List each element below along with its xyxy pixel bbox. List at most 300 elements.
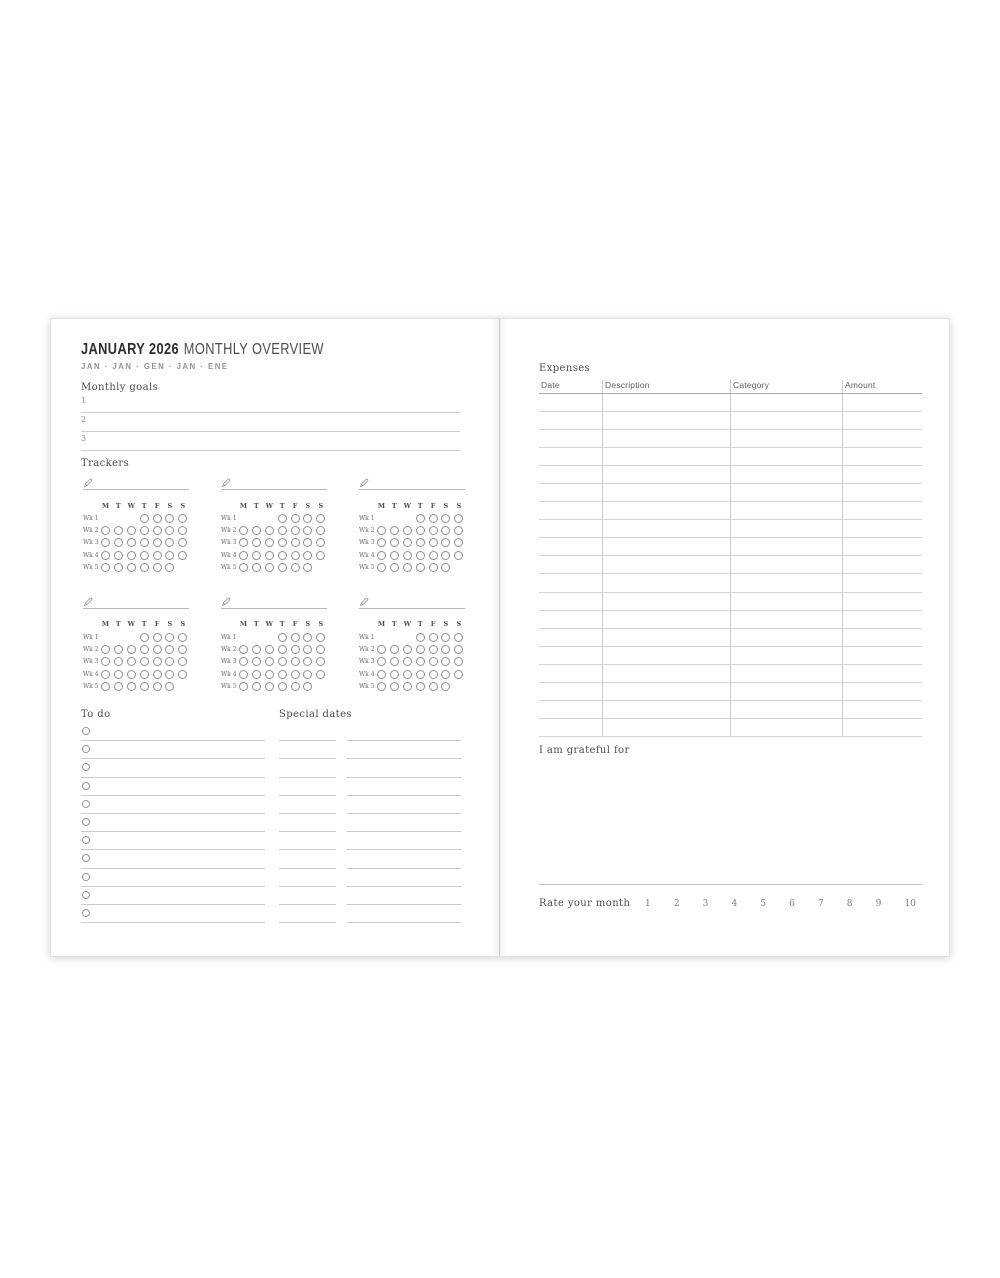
tracker-day-circle: [153, 657, 162, 666]
tracker-day-circle: [416, 538, 425, 547]
tracker-day-circle: [278, 670, 287, 679]
expenses-cell: [602, 665, 730, 682]
spine-shadow-left: [491, 319, 499, 956]
expenses-cell: [602, 701, 730, 718]
spine-shadow-right: [500, 319, 508, 956]
special-date-row: [279, 832, 461, 850]
tracker-day-circle: [316, 514, 325, 523]
tracker-day-circle: [114, 563, 123, 572]
todo-section: [81, 709, 265, 923]
tracker-day-circle: [278, 657, 287, 666]
expenses-cell: [602, 611, 730, 628]
tracker-day-letter: F: [154, 501, 160, 510]
tracker-week-row: [221, 631, 327, 643]
tracker-day-circle: [416, 526, 425, 535]
expenses-cell: [539, 520, 602, 537]
tracker-day-circle: [429, 526, 438, 535]
expenses-row: [539, 665, 922, 683]
tracker-day-letter: M: [239, 620, 248, 629]
tracker-day-circle: [441, 645, 450, 654]
tracker-day-circle: [377, 551, 386, 560]
expenses-cell: [602, 502, 730, 519]
tracker-week-row: [221, 643, 327, 655]
tracker-week-row: [359, 549, 465, 561]
todo-checkbox-circle: [82, 763, 90, 771]
tracker-day-blank: [403, 633, 412, 642]
tracker-day-circle: [390, 645, 399, 654]
tracker-day-circle: [316, 645, 325, 654]
tracker-day-letter: W: [127, 620, 135, 629]
tracker-day-letter: T: [417, 501, 423, 510]
tracker-day-circle: [265, 657, 274, 666]
todo-checkbox-circle: [82, 836, 90, 844]
tracker-week-row: [221, 537, 327, 549]
tracker-day-circle: [377, 645, 386, 654]
tracker-week-label: Wk 4: [83, 670, 99, 678]
rate-number: 4: [731, 899, 738, 909]
tracker-day-circle: [127, 526, 136, 535]
tracker-day-circle: [403, 657, 412, 666]
tracker-day-letter: S: [305, 620, 311, 629]
todo-row: [81, 741, 265, 759]
todo-checkbox-circle: [82, 745, 90, 753]
expenses-cell: [842, 629, 922, 646]
tracker-week-grid: [359, 618, 465, 693]
tracker-day-letter: T: [417, 620, 423, 629]
expenses-row: [539, 574, 922, 592]
tracker-day-circle: [165, 670, 174, 679]
expenses-row: [539, 719, 922, 737]
tracker-day-circle: [114, 526, 123, 535]
tracker-day-circle: [101, 670, 110, 679]
tracker-day-circle: [153, 633, 162, 642]
tracker-day-letter: M: [377, 501, 386, 510]
tracker-week-label: Wk 1: [359, 514, 375, 522]
tracker-day-circle: [454, 514, 463, 523]
tracker-day-blank: [316, 563, 325, 572]
special-date-date-line: [279, 723, 336, 741]
expenses-cell: [539, 593, 602, 610]
tracker-day-circle: [114, 670, 123, 679]
tracker-week-label: Wk 3: [359, 658, 375, 666]
expenses-row: [539, 611, 922, 629]
tracker-week-grid: [221, 499, 327, 574]
expenses-cell: [602, 574, 730, 591]
tracker-day-blank: [239, 514, 248, 523]
tracker-day-blank: [252, 514, 261, 523]
tracker-week-row: [83, 512, 189, 524]
tracker-day-blank: [454, 563, 463, 572]
tracker-week-label: Wk 1: [359, 633, 375, 641]
expenses-cell: [842, 593, 922, 610]
tracker-day-circle: [278, 682, 287, 691]
tracker-day-circle: [291, 563, 300, 572]
expenses-cell: [539, 394, 602, 411]
expenses-cell: [730, 593, 842, 610]
tracker-day-circle: [114, 657, 123, 666]
tracker-day-circle: [178, 657, 187, 666]
expenses-cell: [602, 412, 730, 429]
expenses-rows: [539, 394, 922, 737]
tracker-day-blank: [403, 514, 412, 523]
expenses-cell: [730, 412, 842, 429]
todo-checkbox-circle: [82, 800, 90, 808]
expenses-cell: [602, 647, 730, 664]
tracker-day-blank: [390, 633, 399, 642]
tracker-day-circle: [429, 551, 438, 560]
tracker-day-letter: T: [141, 501, 147, 510]
tracker-day-circle: [140, 670, 149, 679]
special-date-date-line: [279, 741, 336, 759]
tracker-day-circle: [178, 670, 187, 679]
tracker-day-blank: [114, 633, 123, 642]
tracker-week-row: [83, 643, 189, 655]
tracker-week-row: [221, 512, 327, 524]
tracker-day-circle: [127, 563, 136, 572]
tracker-day-circle: [454, 645, 463, 654]
tracker-day-circle: [101, 682, 110, 691]
trackers-label: Trackers: [81, 458, 130, 469]
special-date-date-line: [279, 759, 336, 777]
tracker-day-letter: S: [318, 620, 324, 629]
special-date-date-line: [279, 778, 336, 796]
tracker-week-label: Wk 3: [359, 539, 375, 547]
pencil-icon: [221, 597, 231, 607]
tracker-day-letter: W: [127, 501, 135, 510]
tracker-day-letter: S: [180, 620, 186, 629]
tracker-day-circle: [390, 526, 399, 535]
tracker-day-blank: [178, 563, 187, 572]
tracker-week-row: [83, 668, 189, 680]
expenses-cell: [602, 394, 730, 411]
tracker-day-circle: [178, 633, 187, 642]
todo-checkbox-circle: [82, 782, 90, 790]
tracker-day-circle: [429, 670, 438, 679]
tracker-day-blank: [265, 514, 274, 523]
tracker-day-circle: [153, 563, 162, 572]
tracker-day-circle: [278, 538, 287, 547]
expenses-cell: [539, 611, 602, 628]
special-date-desc-line: [347, 741, 461, 759]
tracker-week-label: Wk 2: [359, 527, 375, 535]
expenses-cell: [539, 574, 602, 591]
rate-number: 6: [789, 899, 795, 909]
tracker-day-circle: [416, 633, 425, 642]
expenses-row: [539, 466, 922, 484]
tracker-day-letter: W: [403, 501, 411, 510]
grateful-label: I am grateful for: [539, 745, 630, 756]
tracker-day-circle: [265, 682, 274, 691]
rate-number: 7: [817, 899, 824, 909]
tracker-day-letter: S: [456, 501, 462, 510]
tracker-day-circle: [441, 538, 450, 547]
tracker-day-circle: [239, 538, 248, 547]
tracker-day-circle: [303, 538, 312, 547]
tracker-day-blank: [265, 633, 274, 642]
tracker-day-letter: S: [443, 620, 449, 629]
expenses-cell: [539, 484, 602, 501]
expenses-cell: [730, 574, 842, 591]
tracker-week-label: Wk 2: [83, 646, 99, 654]
pencil-icon: [83, 597, 93, 607]
tracker-day-circle: [127, 657, 136, 666]
special-date-row: [279, 759, 461, 777]
rate-number: 9: [875, 899, 882, 909]
todo-row: [81, 759, 265, 777]
special-date-row: [279, 723, 461, 741]
expenses-row: [539, 430, 922, 448]
trackers-grid: [83, 476, 465, 693]
tracker-day-circle: [416, 682, 425, 691]
special-dates-label: Special dates: [279, 709, 352, 720]
tracker-day-circle: [140, 657, 149, 666]
expenses-cell: [539, 538, 602, 555]
tracker-day-circle: [252, 682, 261, 691]
tracker-day-circle: [140, 551, 149, 560]
tracker-day-circle: [316, 551, 325, 560]
tracker-day-circle: [316, 670, 325, 679]
tracker-day-circle: [178, 538, 187, 547]
tracker-day-circle: [153, 645, 162, 654]
special-date-date-line: [279, 832, 336, 850]
goal-row: [81, 432, 460, 451]
expenses-row: [539, 448, 922, 466]
tracker-day-circle: [140, 538, 149, 547]
tracker-day-circle: [416, 514, 425, 523]
tracker-week-label: Wk 5: [83, 564, 99, 572]
tracker-week-row: [83, 681, 189, 693]
tracker-day-circle: [165, 563, 174, 572]
expenses-row: [539, 629, 922, 647]
tracker-day-circle: [429, 682, 438, 691]
expenses-cell: [730, 538, 842, 555]
special-date-desc-line: [347, 887, 461, 905]
tracker-day-circle: [178, 514, 187, 523]
tracker-week-row: [83, 631, 189, 643]
tracker-day-circle: [403, 551, 412, 560]
tracker-week-row: [221, 562, 327, 574]
expenses-cell: [602, 430, 730, 447]
expenses-row: [539, 683, 922, 701]
tracker-day-blank: [114, 514, 123, 523]
special-date-row: [279, 905, 461, 923]
expenses-label: Expenses: [539, 363, 591, 374]
expenses-cell: [539, 701, 602, 718]
tracker-day-circle: [239, 563, 248, 572]
tracker-day-circle: [114, 551, 123, 560]
goal-row: [81, 394, 460, 413]
tracker-day-circle: [165, 633, 174, 642]
tracker-week-row: [359, 562, 465, 574]
rate-number: 10: [904, 899, 916, 909]
tracker-day-circle: [153, 551, 162, 560]
tracker-week-row: [221, 668, 327, 680]
tracker-day-circle: [252, 670, 261, 679]
tracker-day-letter: T: [391, 620, 397, 629]
monthly-goals-rows: [81, 394, 460, 451]
tracker-day-circle: [316, 633, 325, 642]
expenses-cell: [602, 538, 730, 555]
tracker-day-circle: [441, 563, 450, 572]
tracker-day-circle: [114, 645, 123, 654]
special-date-date-line: [279, 814, 336, 832]
tracker-day-circle: [278, 645, 287, 654]
tracker-day-circle: [303, 657, 312, 666]
tracker-day-circle: [265, 526, 274, 535]
tracker-week-label: Wk 3: [83, 539, 99, 547]
tracker-week-label: Wk 2: [359, 646, 375, 654]
tracker-week-label: Wk 3: [221, 539, 237, 547]
special-dates-section: [279, 709, 461, 923]
tracker-week-row: [359, 643, 465, 655]
tracker-day-circle: [127, 551, 136, 560]
tracker-day-circle: [377, 563, 386, 572]
tracker-day-blank: [316, 682, 325, 691]
expenses-cell: [730, 394, 842, 411]
tracker-day-header: [83, 618, 189, 631]
tracker-day-letter: T: [141, 620, 147, 629]
tracker-day-letter: T: [253, 501, 259, 510]
tracker-week-row: [359, 631, 465, 643]
tracker-day-circle: [101, 645, 110, 654]
tracker-week-label: Wk 4: [221, 551, 237, 559]
expenses-column-header: Category: [730, 380, 842, 393]
tracker-day-circle: [403, 563, 412, 572]
tracker-week-label: Wk 5: [83, 683, 99, 691]
rate-number: 2: [673, 899, 680, 909]
tracker-day-circle: [265, 538, 274, 547]
tracker-day-circle: [403, 526, 412, 535]
tracker-week-label: Wk 2: [221, 527, 237, 535]
todo-row: [81, 778, 265, 796]
expenses-cell: [539, 502, 602, 519]
tracker-day-circle: [153, 526, 162, 535]
expenses-cell: [842, 647, 922, 664]
tracker-day-circle: [140, 645, 149, 654]
tracker-day-circle: [127, 670, 136, 679]
special-date-desc-line: [347, 723, 461, 741]
expenses-row: [539, 520, 922, 538]
tracker-day-circle: [303, 645, 312, 654]
special-date-row: [279, 869, 461, 887]
tracker-week-label: Wk 5: [221, 564, 237, 572]
expenses-cell: [842, 484, 922, 501]
rate-label: Rate your month: [539, 898, 631, 909]
tracker-day-circle: [101, 538, 110, 547]
expenses-cell: [602, 629, 730, 646]
tracker-day-circle: [239, 526, 248, 535]
tracker-day-circle: [101, 563, 110, 572]
tracker-day-letter: S: [180, 501, 186, 510]
tracker-day-circle: [390, 563, 399, 572]
tracker-day-circle: [291, 633, 300, 642]
tracker-day-circle: [429, 538, 438, 547]
expenses-row: [539, 593, 922, 611]
tracker-day-circle: [316, 538, 325, 547]
tracker-block: [83, 595, 189, 693]
expenses-cell: [539, 683, 602, 700]
tracker-day-letter: S: [443, 501, 449, 510]
todo-checkbox-circle: [82, 891, 90, 899]
expenses-cell: [842, 574, 922, 591]
special-date-date-line: [279, 869, 336, 887]
page-title: [81, 341, 385, 359]
tracker-day-circle: [403, 682, 412, 691]
tracker-day-circle: [429, 645, 438, 654]
special-date-date-line: [279, 887, 336, 905]
tracker-day-circle: [403, 538, 412, 547]
title-section: MONTHLY OVERVIEW: [183, 341, 324, 358]
tracker-name-line: [83, 476, 189, 490]
tracker-day-circle: [239, 551, 248, 560]
expenses-cell: [602, 484, 730, 501]
tracker-week-label: Wk 1: [221, 514, 237, 522]
expenses-cell: [539, 647, 602, 664]
expenses-row: [539, 484, 922, 502]
tracker-day-circle: [416, 551, 425, 560]
tracker-day-letter: T: [391, 501, 397, 510]
tracker-day-circle: [278, 526, 287, 535]
tracker-week-label: Wk 5: [221, 683, 237, 691]
tracker-name-line: [221, 476, 327, 490]
tracker-day-letter: T: [115, 620, 121, 629]
tracker-day-circle: [153, 538, 162, 547]
tracker-day-blank: [252, 633, 261, 642]
tracker-day-circle: [153, 670, 162, 679]
tracker-day-letter: T: [279, 501, 285, 510]
tracker-day-circle: [278, 551, 287, 560]
expenses-cell: [539, 719, 602, 736]
tracker-day-circle: [101, 657, 110, 666]
tracker-day-blank: [101, 514, 110, 523]
tracker-day-circle: [291, 538, 300, 547]
tracker-day-letter: F: [154, 620, 160, 629]
tracker-day-letter: S: [456, 620, 462, 629]
tracker-day-circle: [454, 670, 463, 679]
tracker-day-circle: [153, 514, 162, 523]
tracker-day-circle: [178, 645, 187, 654]
tracker-week-row: [359, 524, 465, 536]
tracker-day-blank: [454, 682, 463, 691]
expenses-row: [539, 412, 922, 430]
monthly-goals-section: [81, 382, 460, 451]
planner-spread: [50, 318, 950, 957]
special-date-desc-line: [347, 778, 461, 796]
tracker-day-circle: [239, 670, 248, 679]
tracker-day-circle: [114, 538, 123, 547]
tracker-day-circle: [140, 682, 149, 691]
tracker-week-grid: [221, 618, 327, 693]
tracker-day-blank: [377, 514, 386, 523]
tracker-day-letter: T: [279, 620, 285, 629]
expenses-row: [539, 647, 922, 665]
expenses-cell: [602, 466, 730, 483]
tracker-day-circle: [165, 657, 174, 666]
expenses-cell: [602, 593, 730, 610]
tracker-day-circle: [252, 563, 261, 572]
todo-row: [81, 723, 265, 741]
tracker-week-row: [83, 656, 189, 668]
rate-number: 8: [846, 899, 853, 909]
expenses-table: [539, 380, 922, 737]
tracker-week-grid: [83, 499, 189, 574]
tracker-day-circle: [239, 682, 248, 691]
expenses-cell: [730, 683, 842, 700]
todo-checkbox-circle: [82, 909, 90, 917]
expenses-cell: [842, 556, 922, 573]
expenses-cell: [842, 719, 922, 736]
expenses-cell: [730, 647, 842, 664]
